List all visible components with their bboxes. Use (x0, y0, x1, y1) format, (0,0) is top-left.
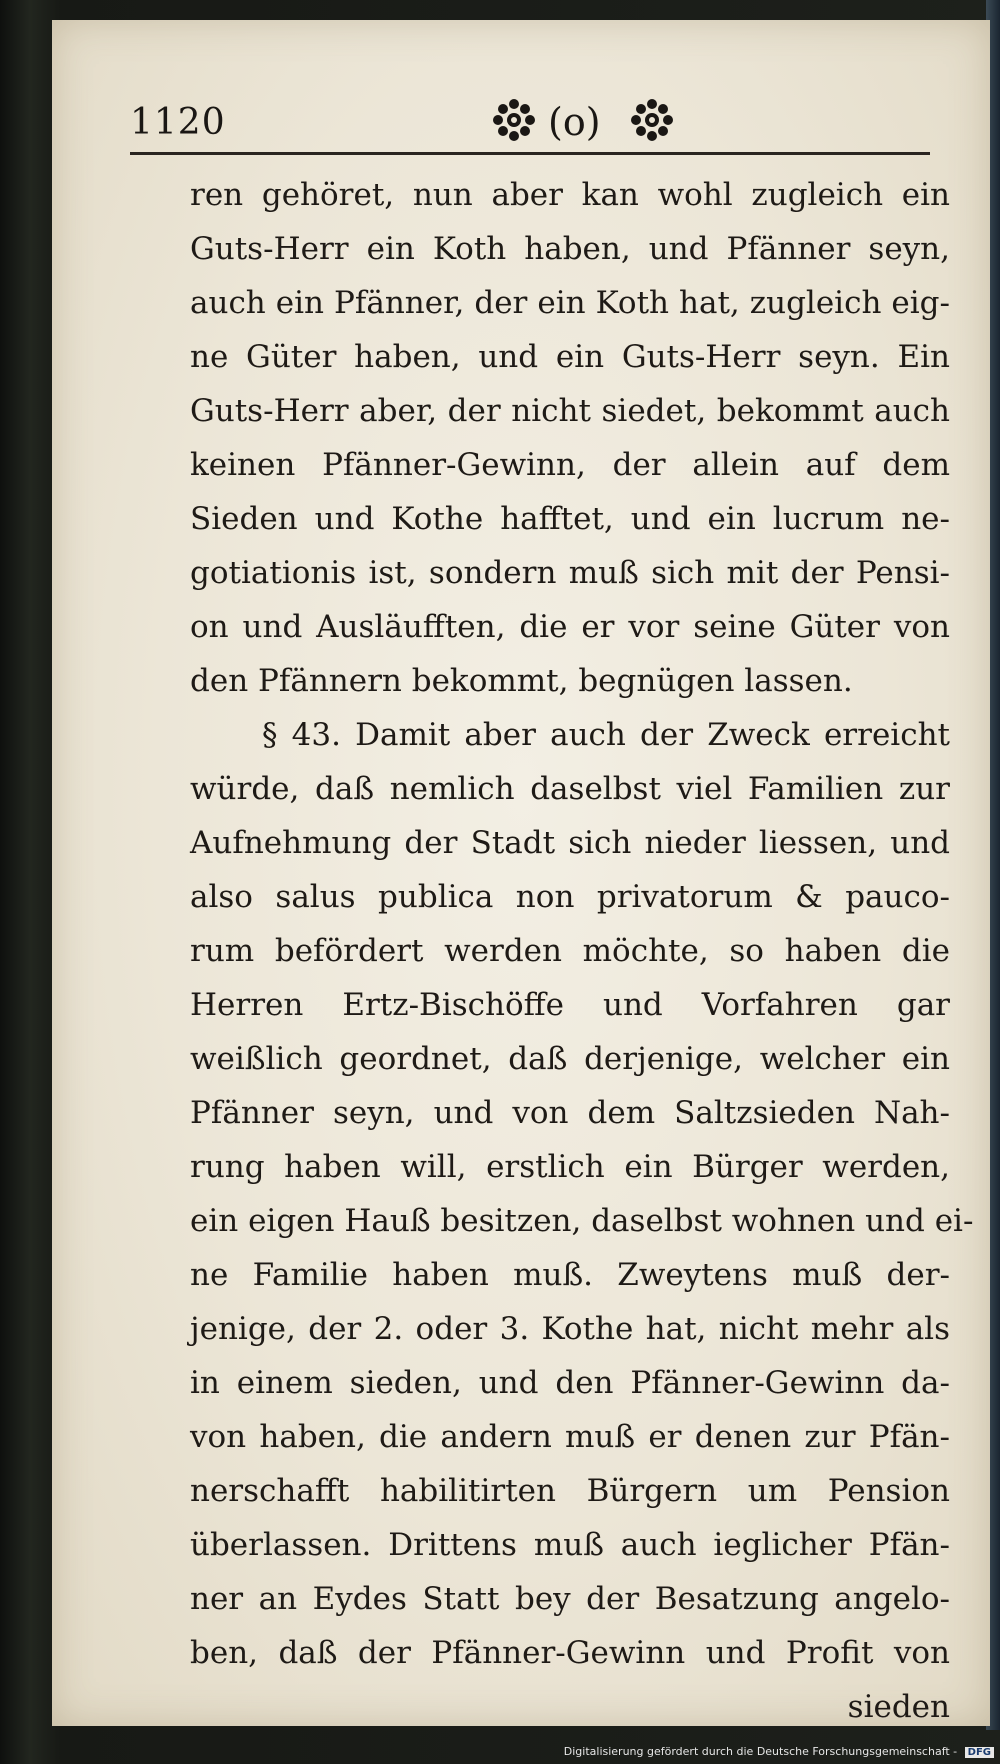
text-line: von haben, die andern muß er denen zur Pfän- (190, 1419, 950, 1455)
page-number: 1120 (130, 102, 226, 143)
text-line: gotiationis ist, sondern muß sich mit der Pensi- (190, 555, 950, 591)
text-line: in einem sieden, und den Pfänner-Gewinn da- (190, 1365, 950, 1401)
text-line: Aufnehmung der Stadt sich nieder liessen, und (190, 825, 950, 861)
text-line: ne Güter haben, und ein Guts-Herr seyn. Ein (190, 339, 950, 375)
text-line: ne Familie haben muß. Zweytens muß der- (190, 1257, 950, 1293)
text-line: also salus publica non privatorum & pauco- (190, 879, 950, 915)
flower-ornament-icon (630, 98, 674, 142)
text-line: rung haben will, erstlich ein Bürger werden, (190, 1149, 950, 1185)
text-line: Pfänner seyn, und von dem Saltzsieden Nah- (190, 1095, 950, 1131)
text-line: ren gehöret, nun aber kan wohl zugleich ein (190, 177, 950, 213)
text-line: Guts-Herr ein Koth haben, und Pfänner seyn, (190, 231, 950, 267)
text-line: jenige, der 2. oder 3. Kothe hat, nicht mehr als (190, 1311, 950, 1347)
text-line: Sieden und Kothe hafftet, und ein lucrum ne- (190, 501, 950, 537)
dfg-logo: DFG (965, 1747, 994, 1758)
text-line: überlassen. Drittens muß auch ieglicher Pfän- (190, 1527, 950, 1563)
text-line: rum befördert werden möchte, so haben die (190, 933, 950, 969)
signature-mark: (o) (548, 100, 601, 144)
text-line: on und Ausläufften, die er vor seine Güter von (190, 609, 950, 645)
header-rule (130, 152, 930, 155)
catchword: sieden (847, 1689, 950, 1725)
flower-ornament-icon (492, 98, 536, 142)
digitization-credit (564, 1745, 994, 1758)
text-line: Herren Ertz-Bischöffe und Vorfahren gar (190, 987, 950, 1023)
text-line: weißlich geordnet, daß derjenige, welcher ein (190, 1041, 950, 1077)
section-heading-line: § 43. Damit aber auch der Zweck erreicht (262, 717, 950, 753)
body-text (190, 168, 974, 1734)
text-line: auch ein Pfänner, der ein Koth hat, zugleich eig- (190, 285, 950, 321)
text-line: ein eigen Hauß besitzen, daselbst wohnen und ei- (190, 1203, 974, 1239)
text-line: ben, daß der Pfänner-Gewinn und Profit von (190, 1635, 950, 1671)
credit-text: Digitalisierung gefördert durch die Deutsche Forschungsgemeinschaft - (563, 1745, 958, 1758)
text-line: keinen Pfänner-Gewinn, der allein auf dem (190, 447, 950, 483)
text-line: den Pfännern bekommt, begnügen lassen. (190, 663, 853, 699)
text-line: würde, daß nemlich daselbst viel Familien zur (190, 771, 950, 807)
text-line: ner an Eydes Statt bey der Besatzung angelo- (190, 1581, 950, 1617)
text-line: nerschafft habilitirten Bürgern um Pension (190, 1473, 950, 1509)
text-line: Guts-Herr aber, der nicht siedet, bekommt auch (190, 393, 950, 429)
page-header (130, 92, 930, 162)
